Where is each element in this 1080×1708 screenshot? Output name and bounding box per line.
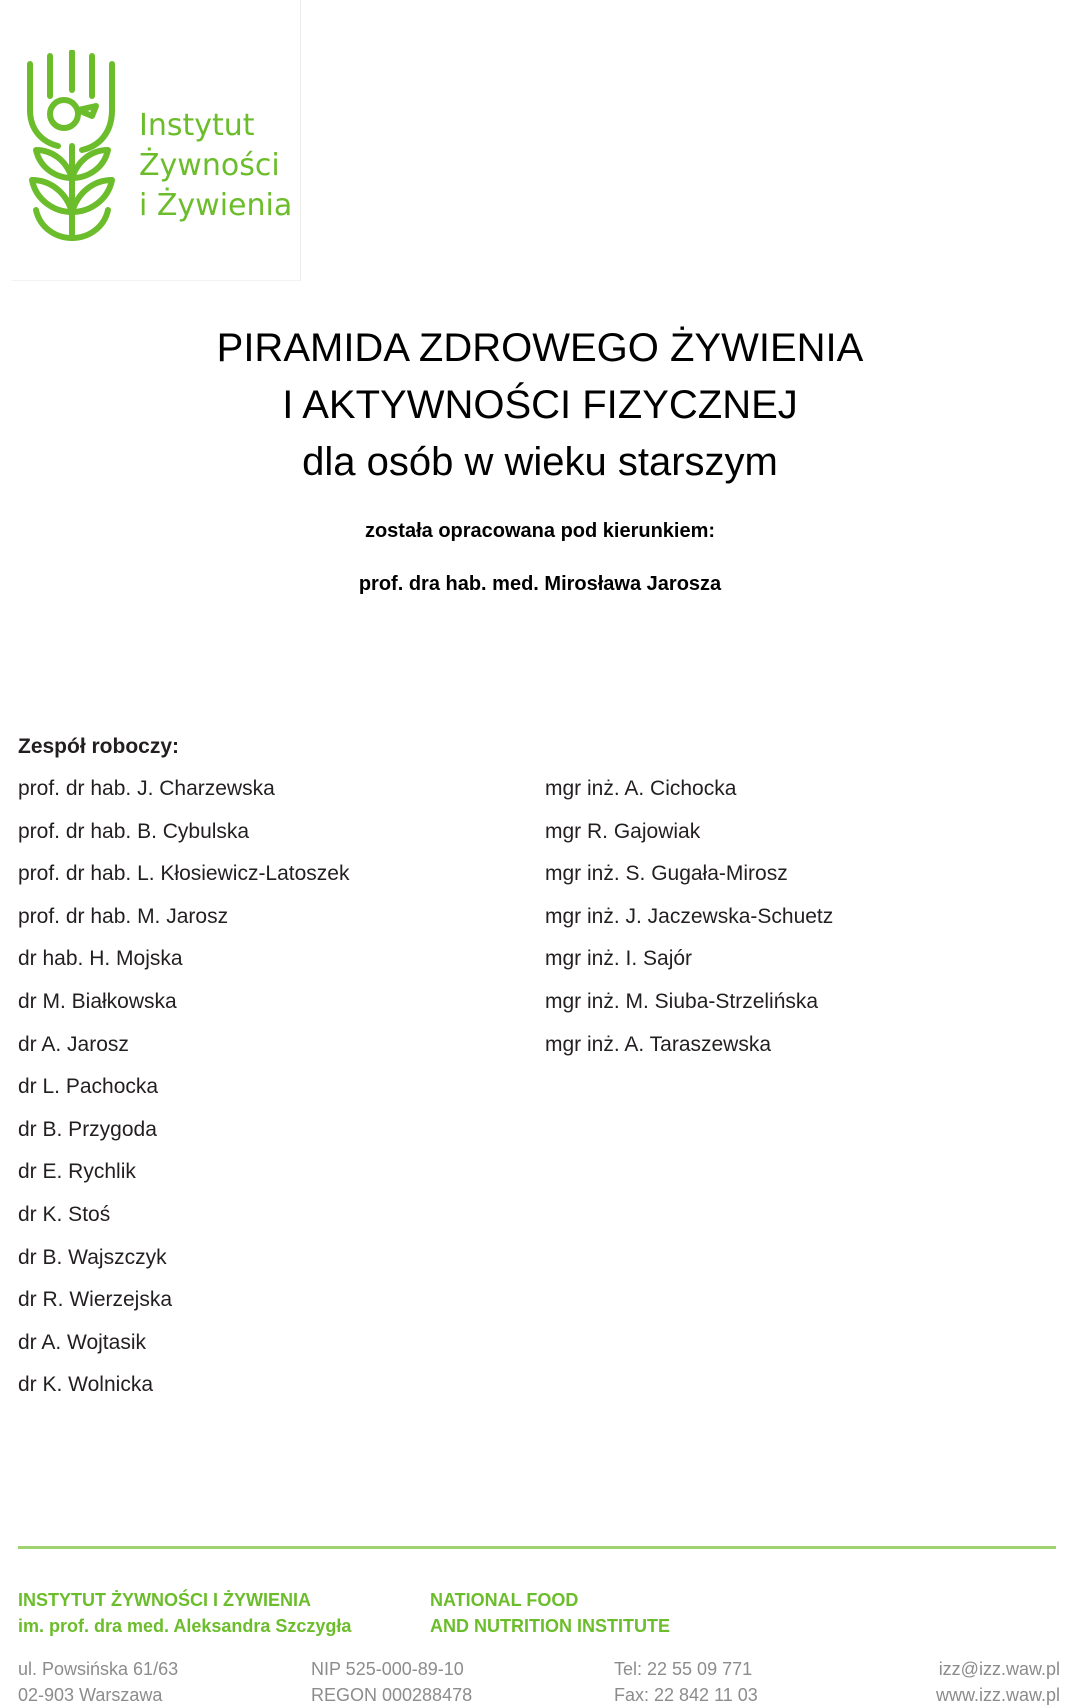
fax-number: Fax: 22 842 11 03 — [614, 1685, 758, 1705]
institute-line: AND NUTRITION INSTITUTE — [430, 1616, 670, 1636]
institute-line: NATIONAL FOOD — [430, 1590, 579, 1610]
institute-name-pl — [18, 1587, 351, 1639]
team-member: mgr inż. A. Cichocka — [545, 777, 737, 800]
team-heading: Zespół roboczy: — [18, 735, 180, 758]
team-list-right — [545, 775, 833, 1073]
prepared-under: została opracowana pod kierunkiem: — [364, 520, 716, 542]
team-member: dr R. Wierzejska — [18, 1288, 173, 1312]
team-member: mgr inż. J. Jaczewska-Schuetz — [545, 904, 834, 928]
logo-line: Instytut — [139, 108, 255, 143]
team-member: dr hab. H. Mojska — [18, 947, 183, 971]
footer-web — [936, 1656, 1060, 1708]
logo-line: i Żywienia — [139, 188, 293, 223]
wheat-hand-logo-icon — [22, 50, 122, 242]
address-line: 02-903 Warszawa — [18, 1685, 163, 1705]
team-list-left — [18, 775, 350, 1414]
team-member: mgr inż. S. Gugała-Mirosz — [545, 862, 788, 886]
phone-number: Tel: 22 55 09 771 — [614, 1659, 753, 1679]
team-member: mgr inż. I. Sajór — [545, 947, 693, 971]
title-line: I AKTYWNOŚCI FIZYCZNEJ — [282, 383, 798, 427]
team-member: prof. dr hab. M. Jarosz — [18, 904, 229, 928]
institute-name-en — [430, 1587, 670, 1639]
document-title — [0, 320, 1080, 491]
logo-wordmark — [139, 106, 292, 226]
institute-line: INSTYTUT ŻYWNOŚCI I ŻYWIENIA — [18, 1590, 311, 1610]
team-member: dr A. Wojtasik — [18, 1330, 146, 1354]
institute-line: im. prof. dra med. Aleksandra Szczygła — [18, 1616, 352, 1636]
nip-number: NIP 525-000-89-10 — [311, 1659, 464, 1679]
logo-line: Żywności — [139, 148, 280, 183]
footer-ids — [311, 1656, 472, 1708]
team-member: dr B. Wajszczyk — [18, 1245, 167, 1269]
email-link[interactable]: izz@izz.waw.pl — [938, 1659, 1060, 1679]
team-member: mgr inż. M. Siuba-Strzelińska — [545, 989, 819, 1013]
logo-box — [12, 0, 301, 281]
team-member: mgr inż. A. Taraszewska — [545, 1032, 772, 1056]
team-member: prof. dr hab. J. Charzewska — [18, 777, 275, 800]
address-line: ul. Powsińska 61/63 — [18, 1659, 179, 1679]
footer-phones — [614, 1656, 758, 1708]
team-member: prof. dr hab. B. Cybulska — [18, 819, 250, 843]
team-member: dr K. Stoś — [18, 1202, 111, 1226]
team-member: dr K. Wolnicka — [18, 1373, 153, 1397]
team-member: dr B. Przygoda — [18, 1117, 157, 1141]
title-line: dla osób w wieku starszym — [302, 440, 778, 484]
team-member: mgr R. Gajowiak — [545, 819, 701, 843]
team-member: prof. dr hab. L. Kłosiewicz-Latoszek — [18, 862, 350, 886]
footer-divider — [18, 1546, 1056, 1549]
lead-author: prof. dra hab. med. Mirosława Jarosza — [358, 573, 722, 595]
title-line: PIRAMIDA ZDROWEGO ŻYWIENIA — [216, 326, 864, 370]
team-member: dr A. Jarosz — [18, 1032, 129, 1056]
team-member: dr M. Białkowska — [18, 989, 177, 1013]
website-link[interactable]: www.izz.waw.pl — [935, 1685, 1060, 1705]
team-member: dr E. Rychlik — [18, 1160, 136, 1184]
team-member: dr L. Pachocka — [18, 1075, 159, 1099]
regon-number: REGON 000288478 — [311, 1685, 473, 1705]
footer-address — [18, 1656, 178, 1708]
